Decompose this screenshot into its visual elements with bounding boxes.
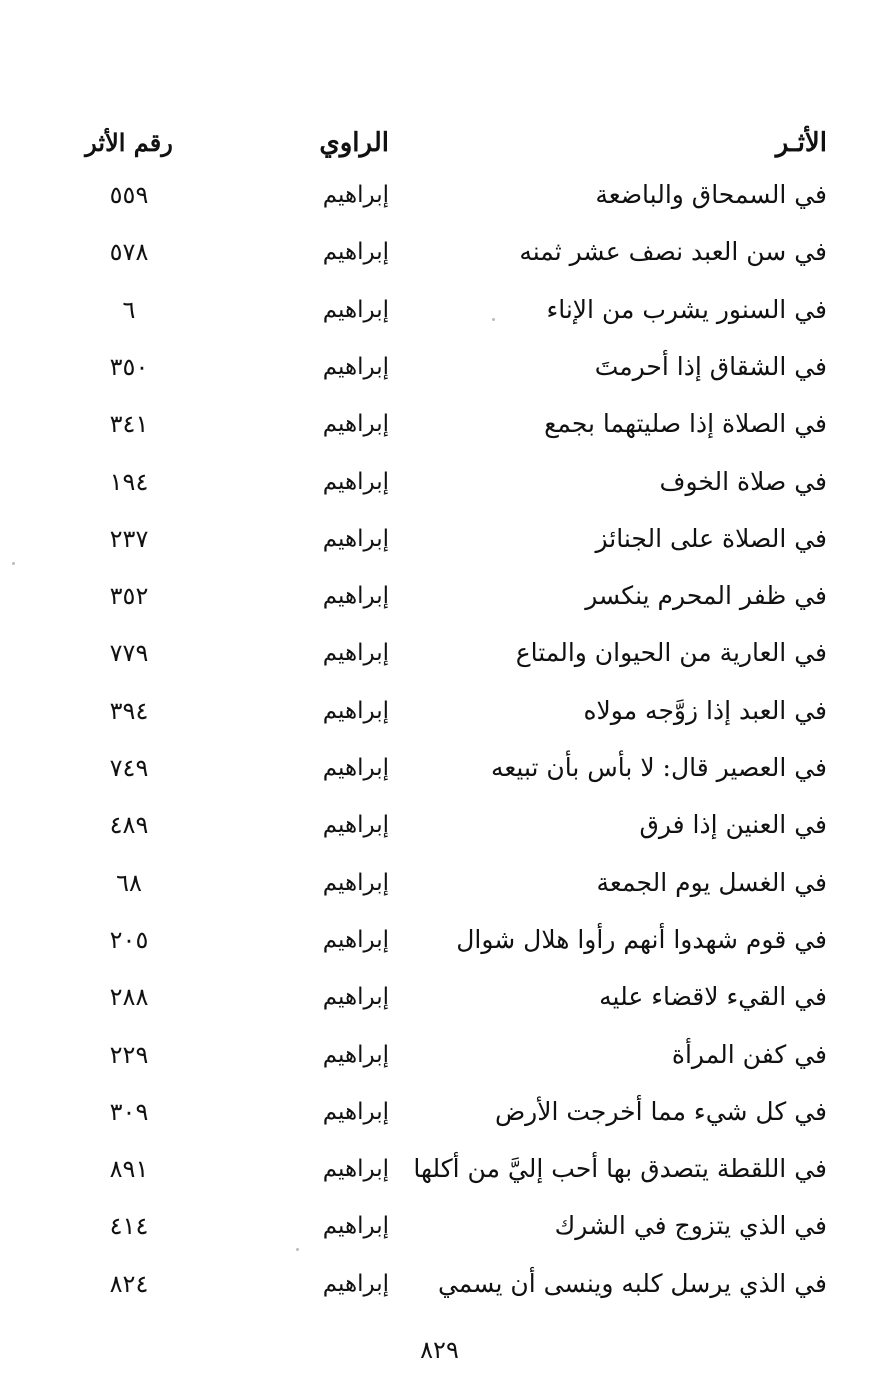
number-cell: ٦٨ — [116, 869, 142, 897]
athar-cell: في العنين إذا فرق — [639, 810, 827, 839]
number-cell: ٥٥٩ — [109, 181, 149, 209]
header-number: رقم الأثر — [85, 128, 173, 157]
rawi-cell: إبراهيم — [322, 239, 389, 265]
number-cell: ٣٥٠ — [109, 353, 149, 381]
rawi-cell: إبراهيم — [322, 812, 389, 838]
table-row — [0, 571, 879, 621]
rawi-cell: إبراهيم — [322, 182, 389, 208]
table-row — [0, 972, 879, 1022]
athar-cell: في سن العبد نصف عشر ثمنه — [519, 237, 827, 266]
rawi-cell: إبراهيم — [322, 927, 389, 953]
number-cell: ٣٩٤ — [109, 697, 149, 725]
athar-cell: في قوم شهدوا أنهم رأوا هلال شوال — [456, 925, 827, 954]
table-row — [0, 686, 879, 736]
paper-speck — [492, 318, 495, 321]
rawi-cell: إبراهيم — [322, 297, 389, 323]
athar-cell: في الغسل يوم الجمعة — [596, 868, 827, 897]
rawi-cell: إبراهيم — [322, 1156, 389, 1182]
table-row — [0, 170, 879, 220]
rawi-cell: إبراهيم — [322, 755, 389, 781]
number-cell: ٧٤٩ — [109, 754, 149, 782]
rawi-cell: إبراهيم — [322, 1099, 389, 1125]
table-row — [0, 285, 879, 335]
athar-cell: في الذي يتزوج في الشرك — [554, 1211, 827, 1240]
table-row — [0, 628, 879, 678]
page-number: ٨٢٩ — [420, 1336, 459, 1364]
athar-cell: في الذي يرسل كلبه وينسى أن يسمي — [437, 1269, 827, 1298]
table-row — [0, 342, 879, 392]
athar-cell: في كفن المرأة — [671, 1040, 827, 1069]
table-row — [0, 915, 879, 965]
athar-cell: في العبد إذا زوَّجه مولاه — [583, 696, 827, 725]
athar-cell: في السمحاق والباضعة — [595, 180, 827, 209]
number-cell: ٥٧٨ — [109, 238, 149, 266]
athar-cell: في ظفر المحرم ينكسر — [585, 581, 827, 610]
rawi-cell: إبراهيم — [322, 469, 389, 495]
number-cell: ٢٢٩ — [109, 1041, 149, 1069]
table-row — [0, 800, 879, 850]
paper-speck — [12, 562, 15, 565]
number-cell: ٦ — [122, 296, 136, 324]
table-row — [0, 1259, 879, 1309]
table-row — [0, 743, 879, 793]
rawi-cell: إبراهيم — [322, 1213, 389, 1239]
rawi-cell: إبراهيم — [322, 526, 389, 552]
athar-cell: في القيء لاقضاء عليه — [599, 982, 827, 1011]
number-cell: ٣٥٢ — [109, 582, 149, 610]
athar-cell: في الشقاق إذا أحرمتَ — [594, 352, 827, 381]
rawi-cell: إبراهيم — [322, 583, 389, 609]
table-row — [0, 227, 879, 277]
table-row — [0, 1030, 879, 1080]
header-rawi: الراوي — [319, 128, 389, 158]
athar-cell: في العصير قال: لا بأس بأن تبيعه — [490, 753, 827, 782]
rawi-cell: إبراهيم — [322, 1042, 389, 1068]
number-cell: ٤١٤ — [109, 1212, 149, 1240]
number-cell: ٢٨٨ — [109, 983, 149, 1011]
rawi-cell: إبراهيم — [322, 698, 389, 724]
athar-cell: في الصلاة على الجنائز — [595, 524, 827, 553]
number-cell: ٢٠٥ — [109, 926, 149, 954]
rawi-cell: إبراهيم — [322, 640, 389, 666]
athar-cell: في كل شيء مما أخرجت الأرض — [494, 1097, 827, 1126]
paper-speck — [296, 1248, 299, 1251]
table-row — [0, 858, 879, 908]
rawi-cell: إبراهيم — [322, 354, 389, 380]
table-row — [0, 399, 879, 449]
header-athar: الأثـر — [775, 128, 827, 158]
athar-cell: في السنور يشرب من الإناء — [546, 295, 827, 324]
table-header — [0, 118, 879, 168]
athar-cell: في اللقطة يتصدق بها أحب إليَّ من أكلها — [413, 1154, 827, 1183]
rawi-cell: إبراهيم — [322, 984, 389, 1010]
number-cell: ٨٢٤ — [109, 1270, 149, 1298]
athar-cell: في صلاة الخوف — [659, 467, 827, 496]
number-cell: ٣٤١ — [109, 410, 149, 438]
number-cell: ٧٧٩ — [109, 639, 149, 667]
athar-cell: في الصلاة إذا صليتهما بجمع — [544, 409, 827, 438]
number-cell: ٨٩١ — [109, 1155, 149, 1183]
number-cell: ٤٨٩ — [109, 811, 149, 839]
table-row — [0, 1201, 879, 1251]
rawi-cell: إبراهيم — [322, 1271, 389, 1297]
table-row — [0, 457, 879, 507]
rawi-cell: إبراهيم — [322, 411, 389, 437]
rawi-cell: إبراهيم — [322, 870, 389, 896]
number-cell: ١٩٤ — [109, 468, 149, 496]
athar-cell: في العارية من الحيوان والمتاع — [515, 638, 827, 667]
table-row — [0, 1144, 879, 1194]
table-row — [0, 1087, 879, 1137]
number-cell: ٢٣٧ — [109, 525, 149, 553]
number-cell: ٣٠٩ — [109, 1098, 149, 1126]
table-row — [0, 514, 879, 564]
